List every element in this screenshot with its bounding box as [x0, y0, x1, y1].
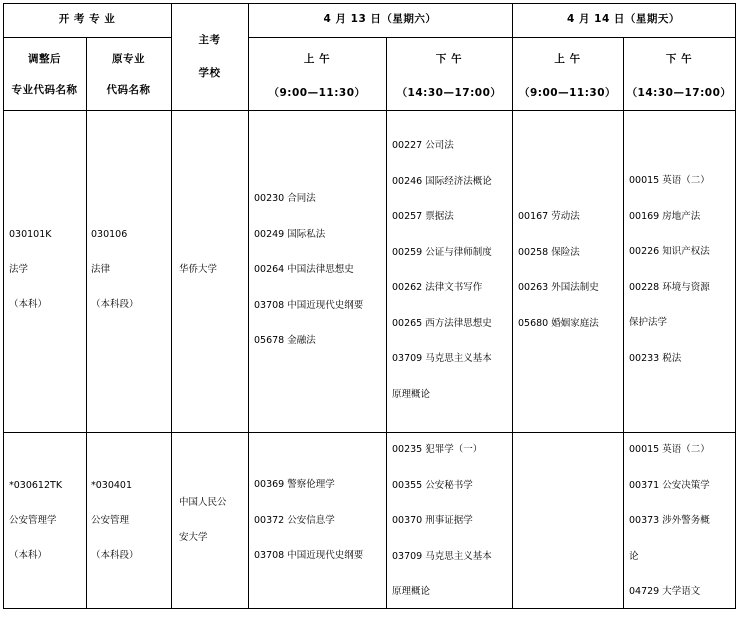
course-item: 00230 合同法	[254, 193, 316, 204]
row1-school: 华侨大学	[179, 264, 218, 275]
course-item: 原理概论	[392, 388, 431, 400]
course-item: 00263 外国法制史	[518, 282, 599, 293]
course-item: 00233 税法	[629, 352, 682, 364]
row2-school-line1: 中国人民公	[179, 497, 227, 508]
course-item: 05680 婚姻家庭法	[518, 317, 599, 329]
header-d2-morning-time: （9:00—11:30）	[518, 87, 617, 99]
course-item: 00371 公安决策学	[629, 479, 710, 491]
course-item: 04729 大学语文	[629, 586, 701, 597]
course-item: 00265 西方法律思想史	[392, 317, 492, 329]
course-item: 00015 英语（二）	[629, 444, 710, 455]
row1-original-level: （本科段）	[91, 299, 139, 310]
course-item: 00355 公安秘书学	[392, 479, 473, 491]
col-divider	[171, 3, 172, 609]
table-border-right	[735, 3, 736, 609]
course-item: 00226 知识产权法	[629, 246, 710, 257]
header-adjusted-code-name: 专业代码名称	[11, 84, 78, 96]
header-original: 原专业	[112, 53, 145, 65]
header-split-line	[3, 37, 171, 38]
course-item: 00257 票据法	[392, 211, 454, 222]
row1-adjusted-name: 法学	[9, 264, 29, 275]
header-d2-afternoon: 下 午	[665, 53, 693, 65]
course-item: 00227 公司法	[392, 140, 454, 151]
table-border-top	[3, 3, 736, 4]
col-divider	[623, 37, 624, 609]
header-day2: 4 月 14 日（星期天）	[567, 13, 680, 25]
table-border-bottom	[3, 608, 736, 609]
header-d1-morning-time: （9:00—11:30）	[268, 87, 366, 99]
course-item: 00264 中国法律思想史	[254, 264, 354, 275]
header-d2-afternoon-time: （14:30—17:00）	[626, 87, 732, 99]
row2-adjusted-name: 公安管理学	[9, 515, 57, 526]
row1-original-code: 030106	[91, 229, 128, 240]
course-item: 00369 警察伦理学	[254, 479, 335, 490]
header-main-school: 主考	[198, 34, 221, 46]
row1-original-name: 法律	[91, 264, 111, 275]
course-item: 00235 犯罪学（一）	[392, 444, 483, 455]
row2-d1-morning-list	[254, 479, 363, 586]
header-d1-afternoon-time: （14:30—17:00）	[396, 87, 502, 99]
header-bottom-line	[3, 110, 736, 111]
course-item: 00259 公证与律师制度	[392, 246, 492, 258]
course-item: 00167 劳动法	[518, 211, 580, 222]
course-item: 00370 刑事证据学	[392, 515, 473, 526]
course-item: 05678 金融法	[254, 335, 316, 346]
row1-adjusted-level: （本科）	[9, 299, 48, 310]
header-d1-afternoon: 下 午	[435, 53, 463, 65]
course-item: 03709 马克思主义基本	[392, 353, 492, 364]
header-d2-morning: 上 午	[554, 53, 581, 65]
header-open-major: 开 考 专 业	[58, 13, 116, 25]
row1-d1-morning-list	[254, 193, 363, 371]
row1-d1-afternoon-list	[392, 140, 492, 424]
row2-d1-afternoon-list	[392, 444, 492, 622]
course-item: 论	[629, 550, 639, 562]
row2-d2-afternoon-list	[629, 444, 710, 622]
exam-schedule-table	[3, 3, 736, 609]
header-day1: 4 月 13 日（星期六）	[323, 13, 437, 25]
header-adjusted: 调整后	[28, 53, 61, 65]
row2-adjusted-level: （本科）	[9, 550, 48, 561]
course-item: 00372 公安信息学	[254, 514, 335, 526]
col-divider	[86, 37, 87, 609]
col-divider	[386, 37, 387, 609]
row2-school-line2: 安大学	[179, 532, 208, 543]
course-item: 保护法学	[629, 317, 668, 328]
course-item: 00262 法律文书写作	[392, 282, 483, 293]
header-school: 学校	[198, 67, 221, 79]
row1-d2-morning-list	[518, 211, 599, 353]
course-item: 03708 中国近现代史纲要	[254, 550, 364, 561]
course-item: 00015 英语（二）	[629, 175, 710, 186]
row2-original-name: 公安管理	[91, 515, 130, 526]
row2-original-level: （本科段）	[91, 550, 139, 561]
course-item: 00373 涉外警务概	[629, 515, 710, 526]
course-item: 00258 保险法	[518, 246, 580, 258]
row2-original-code: *030401	[91, 480, 133, 491]
row1-d2-afternoon-list	[629, 175, 710, 388]
course-item: 03708 中国近现代史纲要	[254, 299, 364, 311]
header-d1-morning: 上 午	[303, 53, 331, 65]
row2-adjusted-code: *030612TK	[9, 480, 63, 491]
row1-adjusted-code: 030101K	[9, 229, 52, 240]
header-split-line	[248, 37, 736, 38]
header-original-code-name: 代码名称	[106, 84, 151, 96]
row-divider	[3, 432, 736, 433]
course-item: 00249 国际私法	[254, 228, 326, 240]
course-item: 00246 国际经济法概论	[392, 175, 492, 187]
course-item: 03709 马克思主义基本	[392, 550, 492, 562]
course-item: 原理概论	[392, 586, 431, 597]
course-item: 00228 环境与资源	[629, 281, 710, 293]
course-item: 00169 房地产法	[629, 210, 701, 222]
